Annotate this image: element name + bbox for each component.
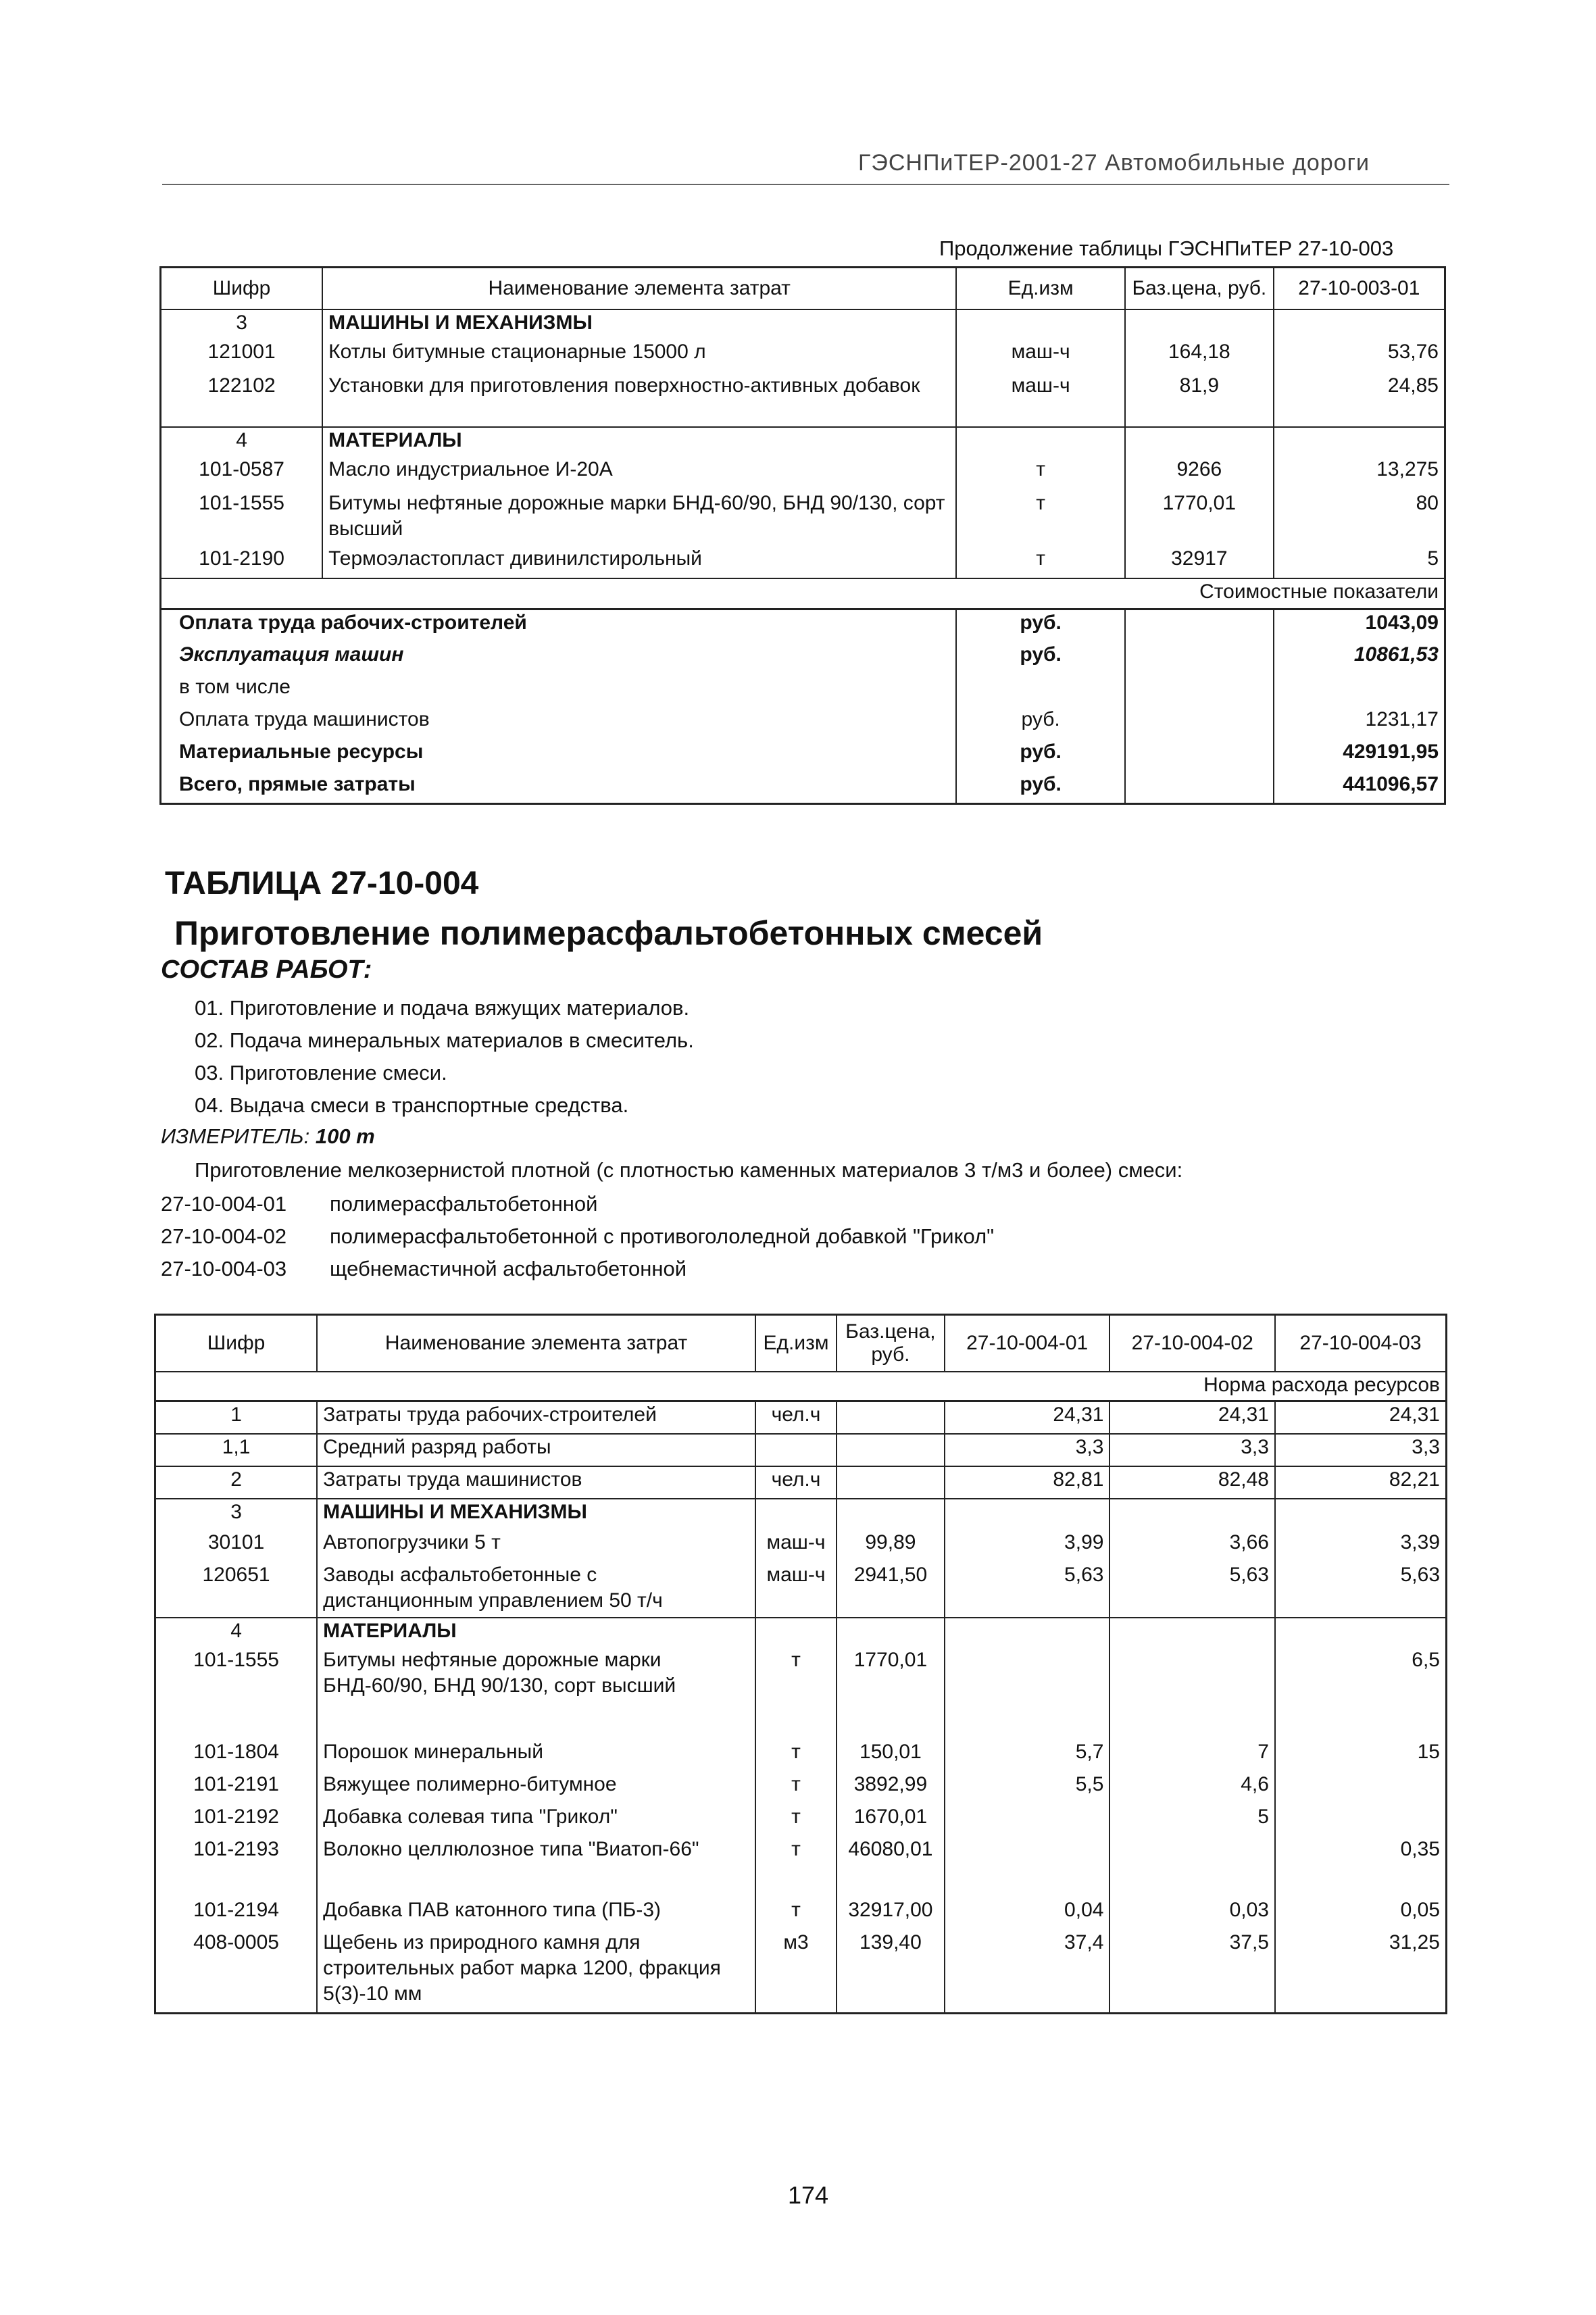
row-code: 3	[161, 309, 323, 339]
row-price: 32917	[1125, 546, 1274, 578]
row-v1: 3,99	[945, 1530, 1110, 1562]
row-v3	[1275, 1772, 1447, 1804]
row-price: 1770,01	[837, 1647, 945, 1739]
cost-row	[161, 739, 1445, 772]
mix-intro: Приготовление мелкозернистой плотной (с плотностью каменных материалов 3 т/м3 и более) смеси:	[195, 1158, 1183, 1182]
row-name: Битумы нефтяные дорожные марки БНД-60/90, БНД 90/130, сорт высший	[317, 1647, 755, 1739]
row-name: МАШИНЫ И МЕХАНИЗМЫ	[317, 1499, 755, 1530]
cost-value: 1043,09	[1274, 609, 1445, 642]
cost-unit: руб.	[956, 772, 1125, 804]
row-value: 24,85	[1274, 373, 1445, 427]
cost-row	[161, 609, 1445, 642]
row-name: Добавка ПАВ катонного типа (ПБ-3)	[317, 1897, 755, 1930]
row-code: 101-1555	[161, 491, 323, 546]
col-header-v2: 27-10-004-02	[1109, 1315, 1275, 1372]
variant-code: 27-10-004-01	[161, 1192, 287, 1216]
variant-desc: щебнемастичной асфальтобетонной	[330, 1257, 687, 1280]
table-row	[161, 491, 1445, 546]
row-v2: 5	[1109, 1804, 1275, 1837]
row-unit: т	[755, 1804, 837, 1837]
col-header-price: Баз.цена, руб.	[1125, 268, 1274, 309]
row-price: 3892,99	[837, 1772, 945, 1804]
row-name: МАТЕРИАЛЫ	[322, 427, 956, 457]
row-price: 9266	[1125, 457, 1274, 491]
header-rule	[162, 184, 1449, 185]
row-v3: 82,21	[1275, 1466, 1447, 1499]
table-row	[161, 546, 1445, 578]
row-price: 1770,01	[1125, 491, 1274, 546]
work-composition-label: СОСТАВ РАБОТ:	[161, 955, 372, 984]
row-name: Вяжущее полимерно-битумное	[317, 1772, 755, 1804]
row-v1	[945, 1804, 1110, 1837]
row-unit: т	[956, 491, 1125, 546]
row-v2	[1109, 1837, 1275, 1897]
row-code: 101-2193	[155, 1837, 318, 1897]
row-v1: 82,81	[945, 1466, 1110, 1499]
row-v2: 3,3	[1109, 1434, 1275, 1466]
row-code: 4	[161, 427, 323, 457]
row-price: 150,01	[837, 1739, 945, 1772]
row-v2: 5,63	[1109, 1562, 1275, 1618]
cost-name: Всего, прямые затраты	[179, 772, 416, 795]
cost-name: Оплата труда машинистов	[179, 707, 430, 730]
table-row	[161, 339, 1445, 373]
row-code: 2	[155, 1466, 318, 1499]
row-code: 101-2192	[155, 1804, 318, 1837]
row-code: 101-0587	[161, 457, 323, 491]
row-v3: 5,63	[1275, 1562, 1447, 1618]
row-v1: 5,63	[945, 1562, 1110, 1618]
cost-indicators-header: Стоимостные показатели	[1199, 580, 1439, 603]
cost-value: 429191,95	[1274, 739, 1445, 772]
row-code: 1,1	[155, 1434, 318, 1466]
table-row	[155, 1647, 1447, 1739]
row-price	[837, 1466, 945, 1499]
variant-code: 27-10-004-03	[161, 1257, 287, 1280]
row-v1: 5,5	[945, 1772, 1110, 1804]
cost-unit: руб.	[956, 739, 1125, 772]
row-v2: 37,5	[1109, 1930, 1275, 2014]
cost-value: 1231,17	[1274, 707, 1445, 739]
row-v3: 6,5	[1275, 1647, 1447, 1739]
measure-value: 100 т	[315, 1124, 375, 1148]
cost-unit: руб.	[956, 642, 1125, 674]
row-unit: чел.ч	[755, 1466, 837, 1499]
row-unit: маш-ч	[956, 339, 1125, 373]
row-name: Масло индустриальное И-20А	[322, 457, 956, 491]
table-row	[155, 1499, 1447, 1530]
row-name: МАШИНЫ И МЕХАНИЗМЫ	[322, 309, 956, 339]
table-row	[155, 1434, 1447, 1466]
row-v2: 0,03	[1109, 1897, 1275, 1930]
col-header-code: Шифр	[155, 1315, 318, 1372]
table-subtitle: Приготовление полимерасфальтобетонных смесей	[174, 914, 1043, 952]
cost-row	[161, 707, 1445, 739]
table-row	[161, 457, 1445, 491]
row-name: Порошок минеральный	[317, 1739, 755, 1772]
col-header-v3: 27-10-004-03	[1275, 1315, 1447, 1372]
col-header-v1: 27-10-004-01	[945, 1315, 1110, 1372]
row-unit: т	[755, 1772, 837, 1804]
row-unit: маш-ч	[755, 1562, 837, 1618]
resource-table-27-10-003	[159, 266, 1446, 805]
table-row	[155, 1372, 1447, 1401]
row-v3: 31,25	[1275, 1930, 1447, 2014]
row-code: 101-2194	[155, 1897, 318, 1930]
row-code: 3	[155, 1499, 318, 1530]
col-header-unit: Ед.изм	[755, 1315, 837, 1372]
table-row	[155, 1562, 1447, 1618]
table-row	[161, 309, 1445, 339]
row-v1	[945, 1647, 1110, 1739]
work-step: 04. Выдача смеси в транспортные средства.	[195, 1093, 629, 1117]
row-code: 122102	[161, 373, 323, 427]
row-v3	[1275, 1804, 1447, 1837]
row-price: 46080,01	[837, 1837, 945, 1897]
row-price: 32917,00	[837, 1897, 945, 1930]
row-code: 120651	[155, 1562, 318, 1618]
work-step: 01. Приготовление и подача вяжущих материалов.	[195, 996, 690, 1020]
row-unit: т	[755, 1739, 837, 1772]
row-code: 101-2190	[161, 546, 323, 578]
running-header: ГЭСНПиТЕР-2001-27 Автомобильные дороги	[858, 150, 1370, 176]
row-v1: 0,04	[945, 1897, 1110, 1930]
row-unit: т	[956, 546, 1125, 578]
row-name: Щебень из природного камня для строительных работ марка 1200, фракция 5(3)-10 мм	[317, 1930, 755, 2014]
row-unit: т	[755, 1647, 837, 1739]
row-v3: 15	[1275, 1739, 1447, 1772]
row-v2: 7	[1109, 1739, 1275, 1772]
row-v3: 3,3	[1275, 1434, 1447, 1466]
row-unit: маш-ч	[755, 1530, 837, 1562]
table-row	[155, 1739, 1447, 1772]
cost-name: Материальные ресурсы	[179, 740, 424, 763]
row-name: Автопогрузчики 5 т	[317, 1530, 755, 1562]
row-code: 101-2191	[155, 1772, 318, 1804]
variant-desc: полимерасфальтобетонной	[330, 1192, 598, 1216]
row-v2	[1109, 1647, 1275, 1739]
table-row	[155, 1804, 1447, 1837]
col-header-value: 27-10-003-01	[1274, 268, 1445, 309]
row-code: 121001	[161, 339, 323, 373]
variant-code: 27-10-004-02	[161, 1224, 287, 1248]
variant-desc: полимерасфальтобетонной с противогололедной добавкой "Грикол"	[330, 1224, 995, 1248]
row-v1: 3,3	[945, 1434, 1110, 1466]
row-v1: 37,4	[945, 1930, 1110, 2014]
row-price	[837, 1401, 945, 1434]
table-title: ТАБЛИЦА 27-10-004	[165, 866, 479, 901]
row-name: Битумы нефтяные дорожные марки БНД-60/90, БНД 90/130, сорт высший	[322, 491, 956, 546]
table-continuation-caption: Продолжение таблицы ГЭСНПиТЕР 27-10-003	[939, 237, 1394, 260]
measure-unit	[161, 1124, 375, 1149]
row-price: 81,9	[1125, 373, 1274, 427]
norm-header: Норма расхода ресурсов	[1203, 1373, 1440, 1396]
table-row	[155, 1530, 1447, 1562]
row-price: 164,18	[1125, 339, 1274, 373]
row-v1: 5,7	[945, 1739, 1110, 1772]
row-unit: т	[755, 1897, 837, 1930]
cost-unit: руб.	[956, 707, 1125, 739]
row-value: 5	[1274, 546, 1445, 578]
work-step: 02. Подача минеральных материалов в смеситель.	[195, 1028, 694, 1052]
cost-name: Эксплуатация машин	[179, 643, 404, 666]
col-header-unit: Ед.изм	[956, 268, 1125, 309]
row-name: Затраты труда рабочих-строителей	[317, 1401, 755, 1434]
row-value: 53,76	[1274, 339, 1445, 373]
row-name: Волокно целлюлозное типа "Виатоп-66"	[317, 1837, 755, 1897]
col-header-name: Наименование элемента затрат	[317, 1315, 755, 1372]
row-name: МАТЕРИАЛЫ	[317, 1618, 755, 1647]
cost-unit: руб.	[956, 609, 1125, 642]
row-price: 2941,50	[837, 1562, 945, 1618]
col-header-name: Наименование элемента затрат	[322, 268, 956, 309]
resource-table-27-10-004	[154, 1314, 1447, 2014]
row-v1	[945, 1837, 1110, 1897]
row-unit: м3	[755, 1930, 837, 2014]
row-unit: т	[755, 1837, 837, 1897]
table-row	[155, 1837, 1447, 1897]
row-v2: 4,6	[1109, 1772, 1275, 1804]
row-v2: 24,31	[1109, 1401, 1275, 1434]
row-code: 101-1555	[155, 1647, 318, 1739]
cost-name: в том числе	[179, 675, 291, 698]
row-value: 80	[1274, 491, 1445, 546]
cost-value: 441096,57	[1274, 772, 1445, 804]
table-row	[155, 1466, 1447, 1499]
col-header-price: Баз.цена, руб.	[837, 1315, 945, 1372]
row-price	[837, 1434, 945, 1466]
row-code: 30101	[155, 1530, 318, 1562]
page-number: 174	[788, 2181, 829, 2209]
cost-name: Оплата труда рабочих-строителей	[179, 612, 527, 634]
table-row	[161, 373, 1445, 427]
table-row	[155, 1618, 1447, 1647]
row-v1: 24,31	[945, 1401, 1110, 1434]
col-header-code: Шифр	[161, 268, 323, 309]
cost-row	[161, 772, 1445, 804]
cost-row	[161, 642, 1445, 674]
measure-label: ИЗМЕРИТЕЛЬ:	[161, 1124, 310, 1148]
row-code: 101-1804	[155, 1739, 318, 1772]
row-name: Средний разряд работы	[317, 1434, 755, 1466]
row-name: Заводы асфальтобетонные с дистанционным управлением 50 т/ч	[317, 1562, 755, 1618]
row-v2: 3,66	[1109, 1530, 1275, 1562]
work-step: 03. Приготовление смеси.	[195, 1061, 447, 1085]
row-unit: т	[956, 457, 1125, 491]
row-code: 408-0005	[155, 1930, 318, 2014]
row-code: 4	[155, 1618, 318, 1647]
row-v3: 3,39	[1275, 1530, 1447, 1562]
row-value: 13,275	[1274, 457, 1445, 491]
row-name: Термоэластопласт дивинилстирольный	[322, 546, 956, 578]
row-name: Добавка солевая типа "Грикол"	[317, 1804, 755, 1837]
table-row	[155, 1930, 1447, 2014]
table-row	[161, 578, 1445, 609]
row-unit	[755, 1434, 837, 1466]
row-v3: 0,05	[1275, 1897, 1447, 1930]
row-v3: 24,31	[1275, 1401, 1447, 1434]
row-unit: чел.ч	[755, 1401, 837, 1434]
row-name: Котлы битумные стационарные 15000 л	[322, 339, 956, 373]
table-row	[155, 1772, 1447, 1804]
row-name: Установки для приготовления поверхностно-активных добавок	[322, 373, 956, 427]
row-code: 1	[155, 1401, 318, 1434]
cost-value: 10861,53	[1274, 642, 1445, 674]
table-row	[155, 1897, 1447, 1930]
table-row	[161, 427, 1445, 457]
row-v2: 82,48	[1109, 1466, 1275, 1499]
table-row	[155, 1401, 1447, 1434]
row-unit: маш-ч	[956, 373, 1125, 427]
row-price: 139,40	[837, 1930, 945, 2014]
cost-row	[161, 674, 1445, 707]
row-v3: 0,35	[1275, 1837, 1447, 1897]
row-price: 1670,01	[837, 1804, 945, 1837]
row-name: Затраты труда машинистов	[317, 1466, 755, 1499]
row-price: 99,89	[837, 1530, 945, 1562]
